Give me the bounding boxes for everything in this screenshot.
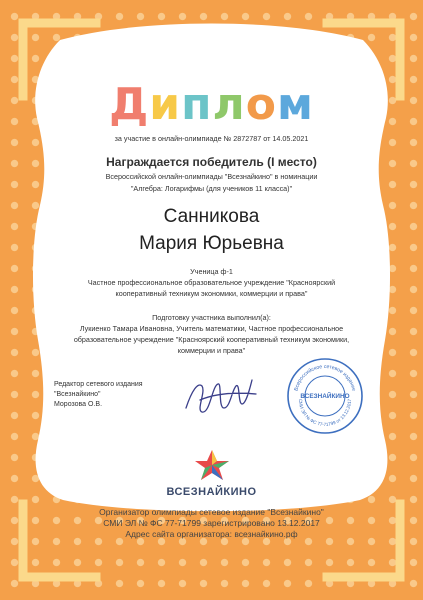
teacher-line-2: Лукиенко Тамара Ивановна, Учитель математики, Частное профессиональное	[79, 324, 344, 333]
title-letter: п	[181, 79, 213, 130]
student-line-1: Ученица ф-1	[190, 267, 233, 276]
stamp-ring-bottom: СМИ ЭЛ № ФС 77-71799 от 13.12.2017	[297, 398, 353, 428]
organizer-line-3: Адрес сайта организатора: всезнайкино.рф	[125, 529, 298, 539]
title-letter: о	[245, 79, 277, 130]
signature	[180, 364, 260, 428]
svg-text:Всероссийское сетевое издание	[293, 364, 356, 392]
winner-surname: Санникова	[163, 206, 260, 227]
teacher-line-3: образовательное учреждение "Красноярский кооперативный техникум экономики,	[73, 335, 350, 344]
nomination-line-1: Всероссийской онлайн-олимпиады "Всезнайкино" в номинации	[105, 172, 318, 181]
organization-stamp	[285, 356, 365, 436]
editor-block	[54, 380, 194, 410]
stamp-center-text: ВСЕЗНАЙКИНО	[300, 393, 350, 400]
teacher-line-4: коммерции и права"	[177, 346, 246, 355]
student-line-3: кооперативный техникум экономики, коммерции и права"	[115, 289, 308, 298]
winner-given-names: Мария Юрьевна	[139, 233, 284, 254]
diploma-title	[0, 80, 423, 130]
title-letter: л	[212, 79, 246, 130]
organizer-line-1: Организатор олимпиады сетевое издание "Всезнайкино"	[99, 507, 324, 517]
title-letter: и	[149, 79, 182, 130]
title-letter: Д	[109, 79, 150, 130]
editor-line-1: Редактор сетевого издания	[54, 381, 143, 388]
teacher-line-1: Подготовку участника выполнил(а):	[152, 313, 271, 322]
stamp-ring-top: Всероссийское сетевое издание	[293, 363, 357, 392]
organizer-line-2: СМИ ЭЛ № ФС 77-71799 зарегистрировано 13.12.2017	[103, 518, 320, 528]
brand-logo-text: ВСЕЗНАЙКИНО	[166, 486, 257, 498]
award-heading: Награждается победитель (I место)	[106, 155, 317, 169]
star-logo-icon	[192, 448, 232, 482]
editor-line-2: "Всезнайкино"	[54, 391, 101, 398]
student-line-2: Частное профессиональное образовательное учреждение "Красноярский	[87, 278, 336, 287]
title-letter: м	[276, 79, 314, 130]
nomination-line-2: "Алгебра: Логарифмы (для учеников 11 класса)"	[130, 184, 293, 193]
editor-line-3: Морозова О.В.	[54, 401, 103, 408]
participation-text: за участие в онлайн-олимпиаде № 2872787 от 14.05.2021	[114, 134, 309, 143]
